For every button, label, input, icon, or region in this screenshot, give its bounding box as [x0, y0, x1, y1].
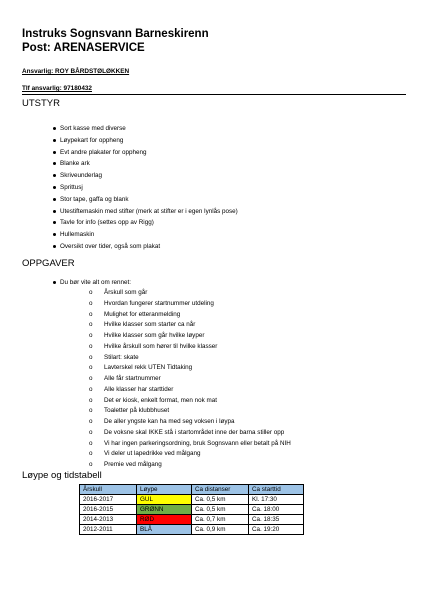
- equipment-item-text: Evt andre plakater for oppheng: [60, 148, 147, 156]
- circle-bullet-icon: o: [89, 450, 93, 458]
- cell-course: GUL: [137, 495, 192, 505]
- cell-year: 2016-2015: [80, 505, 137, 515]
- table-row: [80, 525, 304, 535]
- runs-heading: Løype og tidstabell: [22, 470, 102, 481]
- cell-year: 2016-2017: [80, 495, 137, 505]
- runs-table: [79, 484, 304, 535]
- equipment-item-text: Sprittusj: [60, 184, 83, 191]
- task-item: [89, 310, 181, 319]
- cell-distance: Ca. 0,5 km: [192, 505, 249, 515]
- task-item-text: Vi har ingen parkeringsordning, bruk Sognsvann eller betalt på NIH: [104, 439, 291, 447]
- task-item: [89, 428, 285, 437]
- bullet-icon: [53, 186, 56, 189]
- post-title: Post: ARENASERVICE: [22, 42, 145, 54]
- task-item-text: Hvilke klasser som starter ca når: [104, 321, 196, 329]
- equipment-item: [60, 136, 123, 145]
- equipment-item-text: Løypekart for oppheng: [60, 136, 124, 144]
- bullet-icon: [53, 210, 56, 213]
- cell-distance: Ca. 0,5 km: [192, 495, 249, 505]
- circle-bullet-icon: o: [89, 321, 93, 329]
- cell-start: Kl. 17:30: [249, 495, 304, 505]
- equipment-item: [60, 218, 154, 227]
- task-item-text: Det er kiosk, enkelt format, men nok mat: [104, 396, 218, 404]
- col-header-start: Ca starttid: [249, 485, 304, 495]
- task-item: [89, 449, 201, 458]
- col-header-year: Årskull: [80, 485, 137, 495]
- cell-course: RØD: [137, 515, 192, 525]
- circle-bullet-icon: o: [89, 332, 93, 339]
- tasks-heading: OPPGAVER: [22, 258, 75, 269]
- circle-bullet-icon: o: [89, 461, 93, 468]
- cell-course: BLÅ: [137, 525, 192, 535]
- equipment-item: [60, 148, 146, 157]
- task-item-text: Hvordan fungerer startnummer utdeling: [104, 299, 214, 307]
- task-item: [89, 406, 170, 415]
- equipment-heading: UTSTYR: [22, 98, 60, 109]
- task-item-text: Hvilke årskull som hører til hvilke klasser: [104, 342, 218, 350]
- bullet-icon: [53, 162, 56, 165]
- task-item: [89, 374, 161, 383]
- equipment-item: [60, 195, 129, 204]
- task-item-text: Toaletter på klubbhuset: [104, 407, 170, 415]
- task-item-text: Lavterskel rekk UTEN Tidtaking: [104, 364, 193, 372]
- circle-bullet-icon: o: [89, 407, 93, 415]
- task-item: [89, 342, 218, 351]
- task-item: [89, 363, 193, 372]
- circle-bullet-icon: o: [89, 439, 93, 447]
- cell-distance: Ca. 0,9 km: [192, 525, 249, 535]
- task-item: [89, 353, 139, 362]
- cell-distance: Ca. 0,7 km: [192, 515, 249, 525]
- task-item: [89, 439, 291, 448]
- cell-start: Ca. 18:35: [249, 515, 304, 525]
- equipment-item: [60, 230, 94, 239]
- task-item: [89, 460, 162, 469]
- circle-bullet-icon: o: [89, 342, 93, 350]
- table-row: [80, 505, 304, 515]
- responsible-line: Ansvarlig: ROY BÅRDSTØLØKKEN: [22, 68, 130, 75]
- bullet-icon: [53, 151, 56, 154]
- task-item: [89, 288, 148, 297]
- bullet-icon: [53, 174, 56, 177]
- task-item-text: Premie ved målgang: [104, 461, 162, 468]
- task-item: [89, 396, 218, 405]
- equipment-item-text: Hullemaskin: [60, 231, 95, 239]
- equipment-item: [60, 124, 126, 133]
- equipment-item: [60, 242, 160, 251]
- col-header-course: Løype: [137, 485, 192, 495]
- circle-bullet-icon: o: [89, 364, 93, 372]
- task-item: [89, 385, 174, 394]
- task-item: [89, 299, 214, 308]
- equipment-item-text: Oversikt over tider, også som plakat: [60, 243, 161, 250]
- task-item-text: Hvilke klasser som går hvilke løyper: [104, 332, 205, 339]
- equipment-item-text: Utestiftemaskin med stifter (merk at stifter er i egen lynlås pose): [60, 207, 238, 215]
- circle-bullet-icon: o: [89, 385, 93, 393]
- divider: [22, 94, 406, 95]
- cell-start: Ca. 19:20: [249, 525, 304, 535]
- circle-bullet-icon: o: [89, 375, 93, 382]
- task-item-text: Stilart: skate: [104, 353, 139, 361]
- cell-start: Ca. 18:00: [249, 505, 304, 515]
- bullet-icon: [53, 245, 56, 248]
- task-item-text: Årskull som går: [104, 289, 148, 296]
- circle-bullet-icon: o: [89, 310, 93, 318]
- task-item-text: De voksne skal IKKE stå i startområdet inne der barna stiller opp: [104, 428, 285, 436]
- bullet-icon: [53, 198, 56, 201]
- task-item-text: Mulighet for etteranmelding: [104, 310, 181, 318]
- equipment-item: [60, 159, 90, 168]
- runs-body: [80, 495, 304, 535]
- cell-course: GRØNN: [137, 505, 192, 515]
- bullet-icon: [53, 139, 56, 142]
- circle-bullet-icon: o: [89, 428, 93, 436]
- equipment-item: [60, 183, 83, 192]
- cell-year: 2012-2011: [80, 525, 137, 535]
- task-item: [89, 331, 205, 340]
- circle-bullet-icon: o: [89, 396, 93, 404]
- task-item: [89, 320, 196, 329]
- tasks-intro: [60, 278, 131, 287]
- equipment-item: [60, 171, 102, 180]
- task-item-text: De aller yngste kan ha med seg voksen i løypa: [104, 418, 235, 425]
- equipment-item-text: Stor tape, gaffa og blank: [60, 195, 129, 203]
- bullet-icon: [53, 281, 56, 284]
- circle-bullet-icon: o: [89, 299, 93, 307]
- task-item-text: Alle får startnummer: [104, 375, 161, 382]
- equipment-item-text: Skriveunderlag: [60, 172, 103, 180]
- equipment-item-text: Sort kasse med diverse: [60, 125, 126, 132]
- equipment-item: [60, 207, 238, 216]
- cell-year: 2014-2013: [80, 515, 137, 525]
- phone-line: Tlf ansvarlig: 97180432: [22, 85, 92, 92]
- equipment-item-text: Tavle for info (settes opp av Rigg): [60, 219, 154, 227]
- tasks-intro-text: Du bør vite alt om rennet:: [60, 279, 132, 286]
- table-row: [80, 515, 304, 525]
- task-item-text: Vi deler ut lapedrikke ved målgang: [104, 450, 201, 458]
- circle-bullet-icon: o: [89, 289, 93, 296]
- equipment-item-text: Blanke ark: [60, 160, 90, 168]
- runs-header-row: [80, 485, 304, 495]
- circle-bullet-icon: o: [89, 418, 93, 425]
- task-item-text: Alle klasser har starttider: [104, 385, 174, 393]
- task-item: [89, 417, 235, 426]
- col-header-distance: Ca distanser: [192, 485, 249, 495]
- document-title: Instruks Sognsvann Barneskirenn: [22, 28, 209, 40]
- table-row: [80, 495, 304, 505]
- circle-bullet-icon: o: [89, 353, 93, 361]
- bullet-icon: [53, 127, 56, 130]
- bullet-icon: [53, 221, 56, 224]
- bullet-icon: [53, 233, 56, 236]
